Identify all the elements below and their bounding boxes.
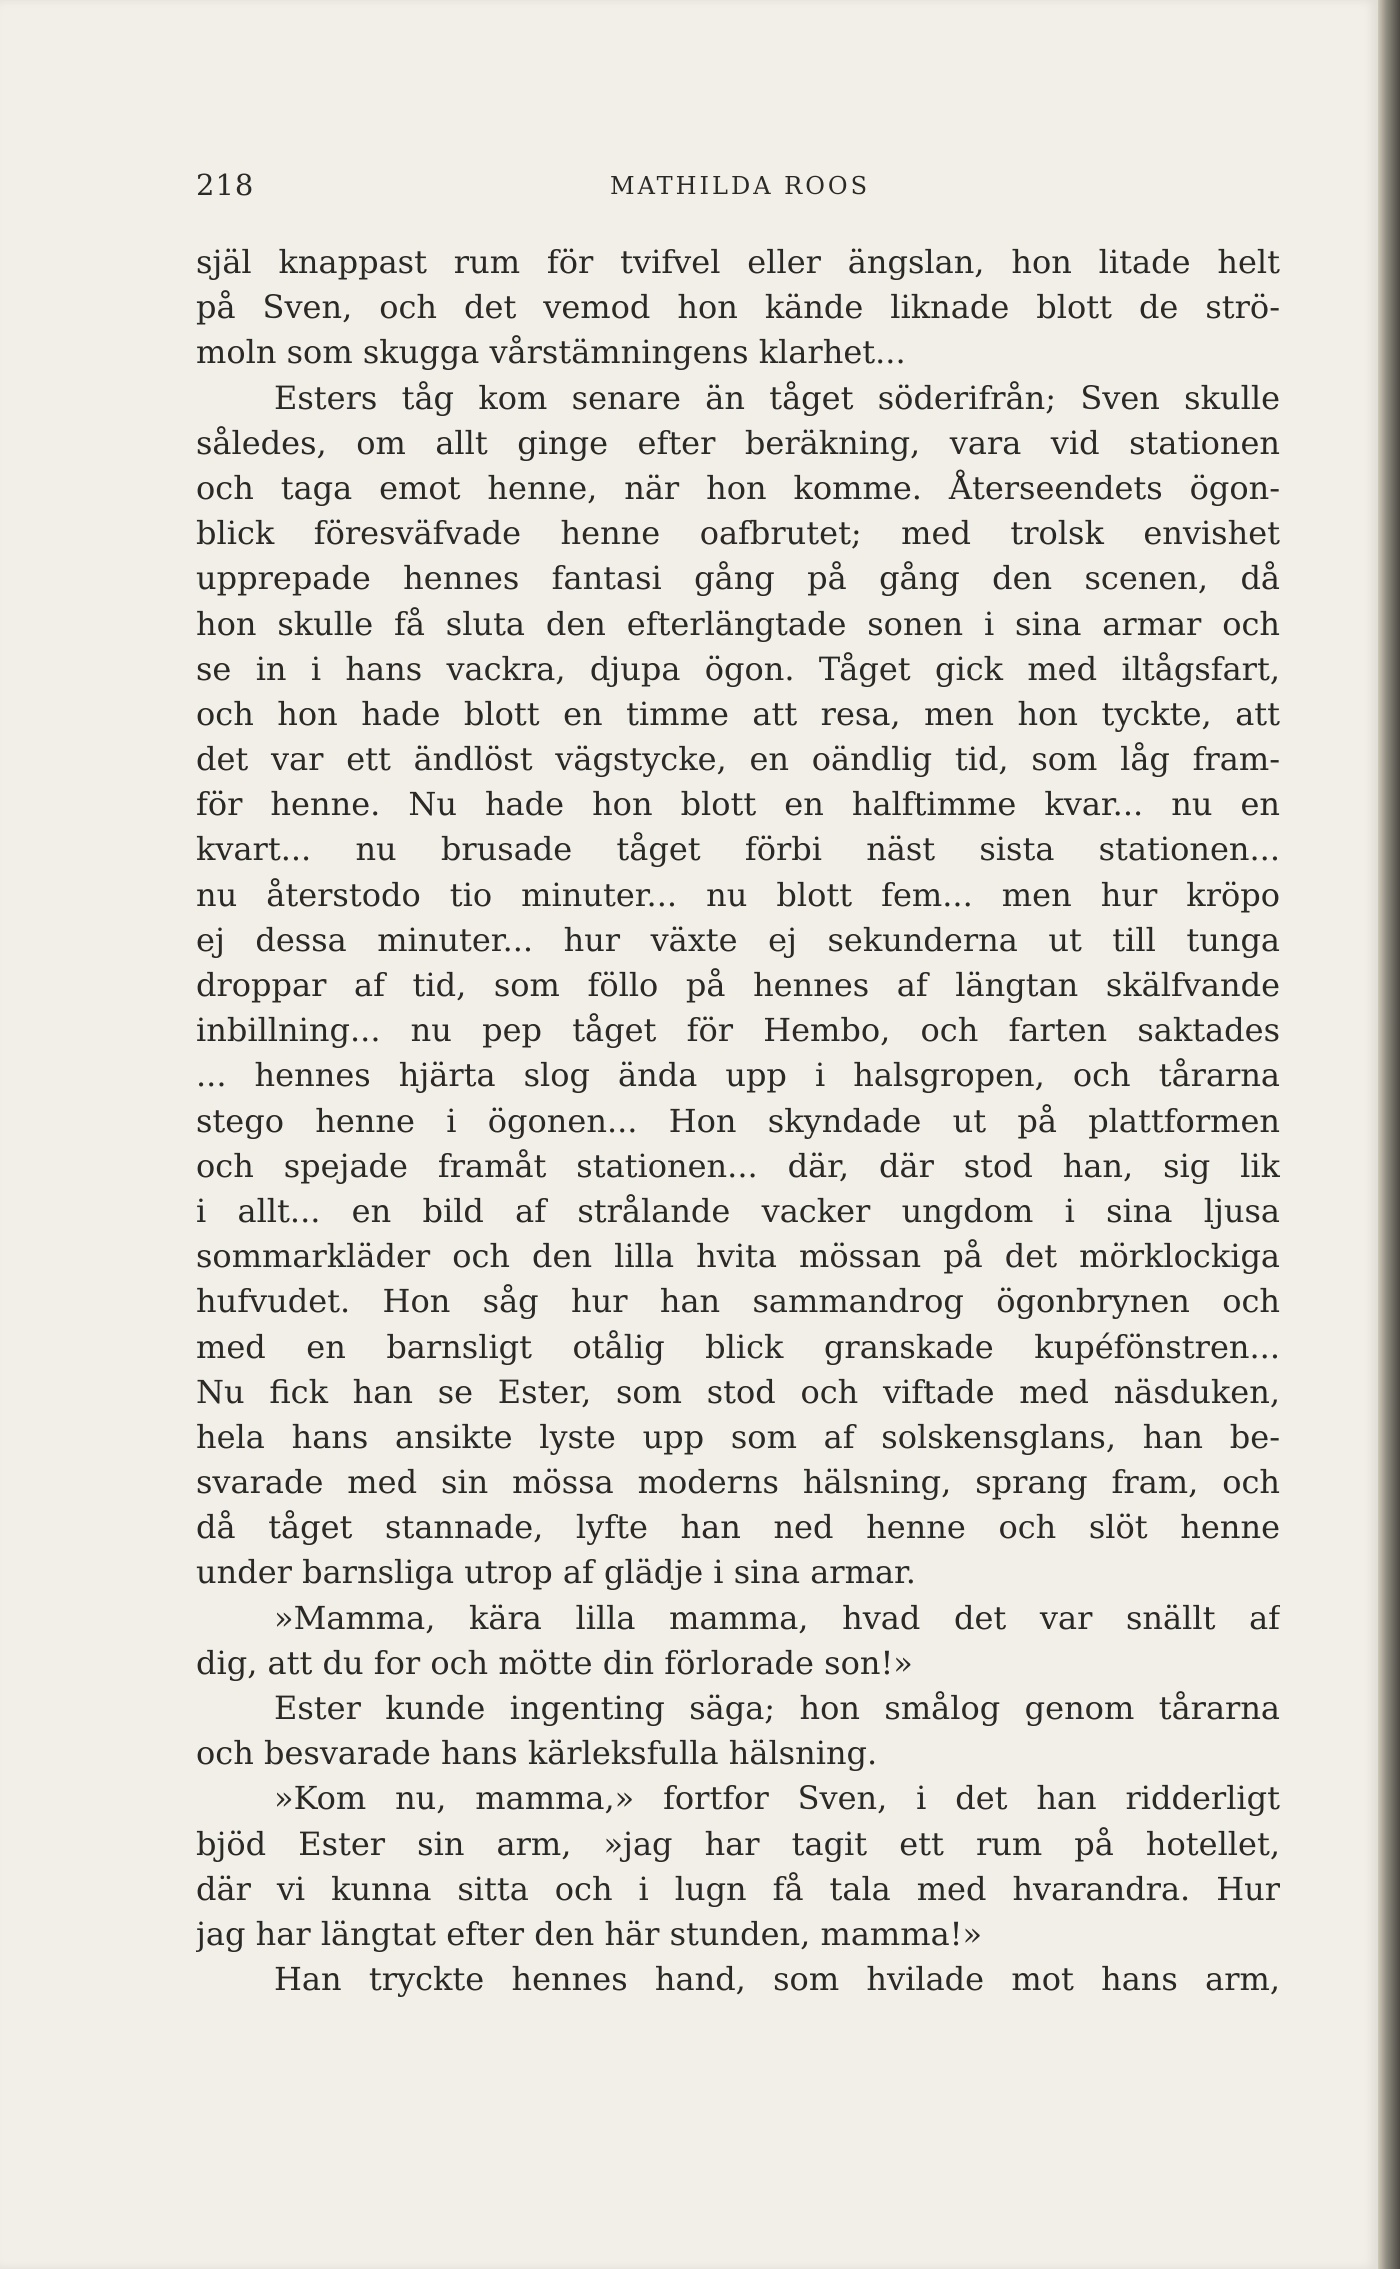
text-line: ... hennes hjärta slog ända upp i halsgropen, och tårarna [196,1056,1280,1095]
text-line: inbillning... nu pep tåget för Hembo, och farten saktades [196,1011,1280,1050]
text-line: bjöd Ester sin arm, »jag har tagit ett rum på hotellet, [196,1824,1280,1863]
text-line: och hon hade blott en timme att resa, men hon tyckte, att [196,694,1280,733]
body-text [196,240,1280,2002]
text-line: och besvarade hans kärleksfulla hälsning. [196,1734,878,1773]
text-line: blick föresväfvade henne oafbrutet; med trolsk envishet [196,514,1280,553]
text-line: i allt... en bild af strålande vacker ungdom i sina ljusa [196,1191,1280,1230]
text-line: hela hans ansikte lyste upp som af solskensglans, han be- [196,1417,1280,1456]
text-line: upprepade hennes fantasi gång på gång den scenen, då [196,559,1280,598]
text-line: Esters tåg kom senare än tåget söderifrån; Sven skulle [274,378,1280,417]
text-line: stego henne i ögonen... Hon skyndade ut på plattformen [196,1101,1280,1140]
text-line: sommarkläder och den lilla hvita mössan på det mörklockiga [196,1237,1280,1276]
text-line: hon skulle få sluta den efterlängtade sonen i sina armar och [196,604,1280,643]
text-line: och taga emot henne, när hon komme. Återseendets ögon- [196,468,1280,507]
text-line: det var ett ändlöst vägstycke, en oändlig tid, som låg fram- [196,740,1280,779]
text-line: för henne. Nu hade hon blott en halftimme kvar... nu en [196,785,1280,824]
text-line: nu återstodo tio minuter... nu blott fem... men hur kröpo [196,875,1280,914]
text-line: med en barnsligt otålig blick granskade kupéfönstren... [196,1327,1280,1366]
page-edge [1378,0,1400,2269]
text-line: moln som skugga vårstämningens klarhet... [196,333,906,372]
text-line: Ester kunde ingenting säga; hon smålog genom tårarna [274,1689,1280,1727]
text-line: dig, att du for och mötte din förlorade son!» [196,1643,913,1682]
text-line: och spejade framåt stationen... där, där stod han, sig lik [196,1146,1280,1185]
text-line: »Kom nu, mamma,» fortfor Sven, i det han ridderligt [274,1779,1280,1818]
text-line: under barnsliga utrop af glädje i sina armar. [196,1553,916,1592]
text-line: Han tryckte hennes hand, som hvilade mot hans arm, [274,1960,1280,1999]
text-line: hufvudet. Hon såg hur han sammandrog ögonbrynen och [196,1282,1280,1321]
text-line: då tåget stannade, lyfte han ned henne och slöt henne [196,1508,1280,1547]
text-line: ej dessa minuter... hur växte ej sekunderna ut till tunga [196,920,1280,959]
page-number: 218 [196,168,255,202]
text-line: svarade med sin mössa moderns hälsning, sprang fram, och [196,1463,1280,1502]
text-line: på Sven, och det vemod hon kände liknade blott de strö- [196,288,1280,327]
text-line: Nu fick han se Ester, som stod och viftade med näsduken, [196,1372,1280,1411]
text-line: kvart... nu brusade tåget förbi näst sista stationen... [196,830,1280,869]
page-header [196,168,1286,208]
text-line: »Mamma, kära lilla mamma, hvad det var snällt af [274,1598,1280,1637]
text-line: jag har längtat efter den här stunden, mamma!» [196,1914,983,1953]
text-line: således, om allt ginge efter beräkning, vara vid stationen [196,423,1280,462]
text-line: själ knappast rum för tvifvel eller ängslan, hon litade helt [196,243,1280,281]
text-line: där vi kunna sitta och i lugn få tala med hvarandra. Hur [196,1869,1280,1908]
text-line: se in i hans vackra, djupa ögon. Tåget gick med iltågsfart, [196,649,1280,688]
running-head: MATHILDA ROOS [610,172,871,200]
text-line: droppar af tid, som föllo på hennes af längtan skälfvande [196,966,1280,1004]
